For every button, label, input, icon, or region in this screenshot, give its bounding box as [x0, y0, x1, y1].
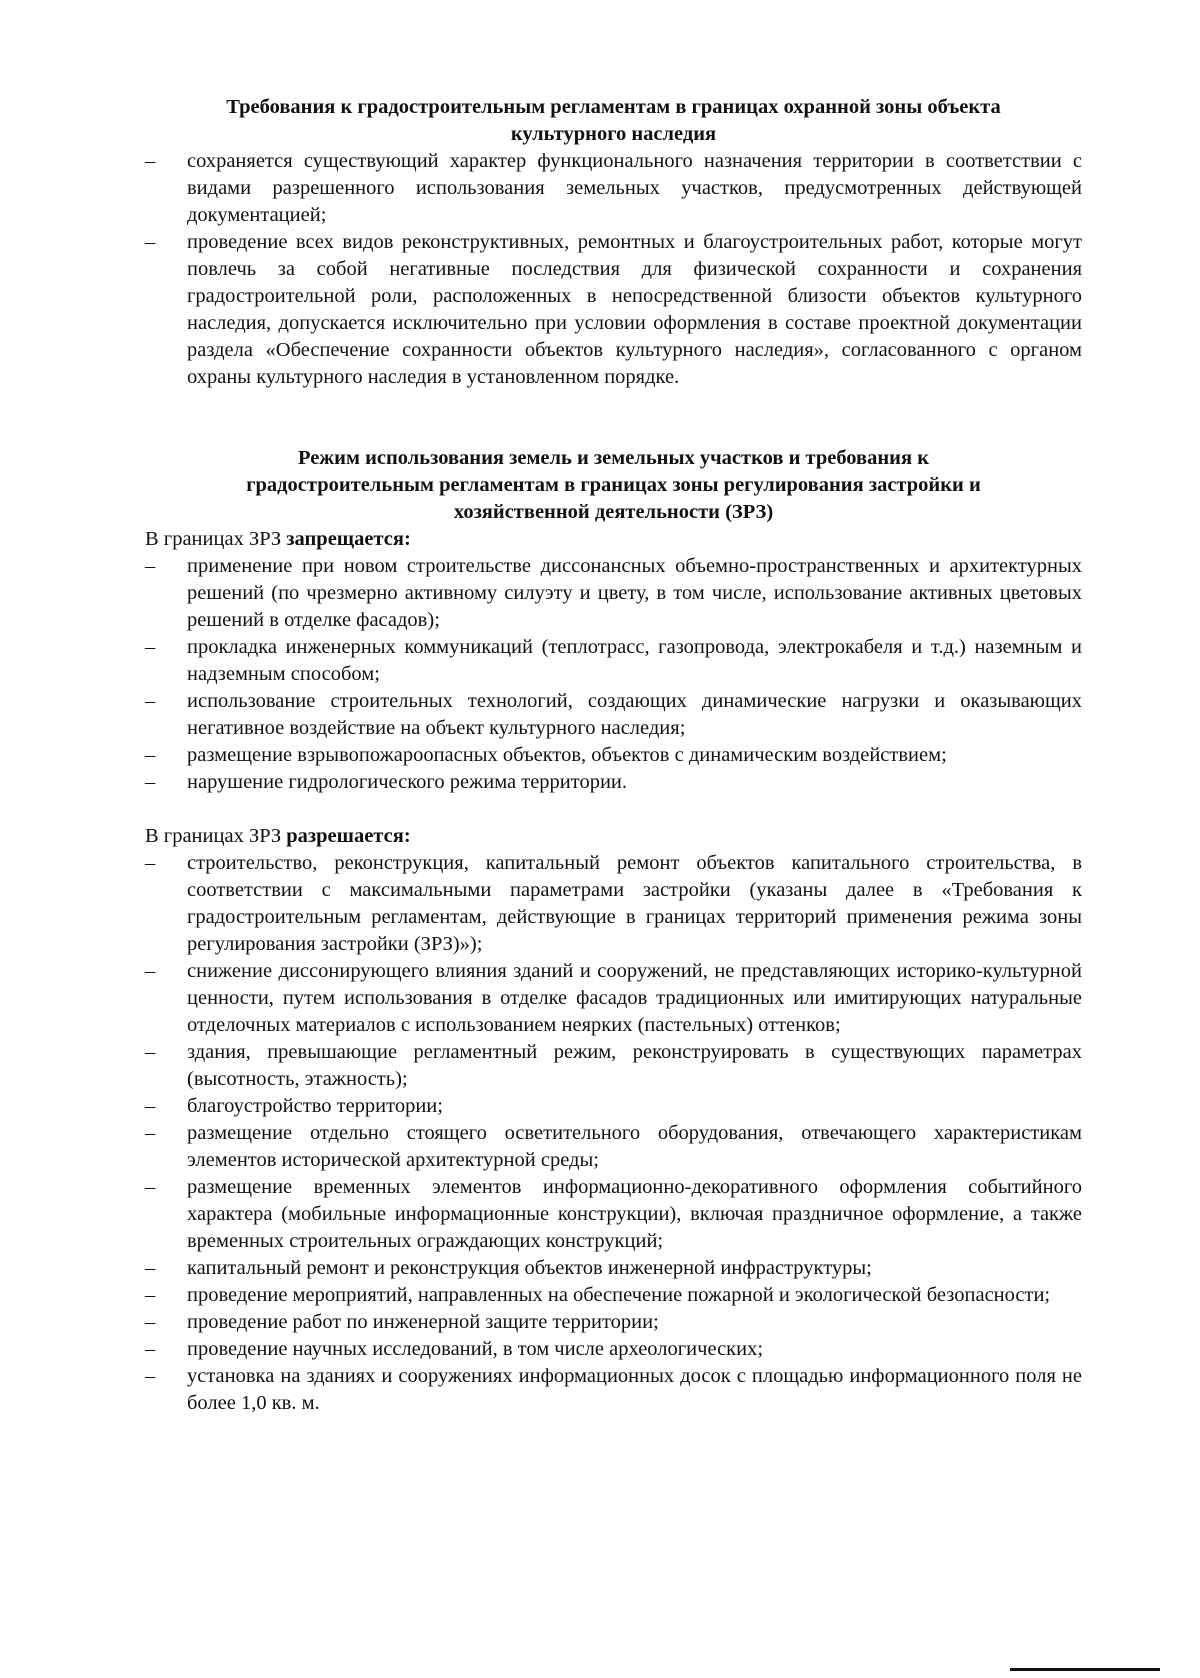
- list-item: – проведение научных исследований, в том числе археологических;: [145, 1336, 1082, 1363]
- intro-text: В границах ЗРЗ: [145, 528, 287, 550]
- spacer: [145, 391, 1082, 445]
- list-item: – строительство, реконструкция, капитальный ремонт объектов капитального строительства, в соответствии с максимальными параметрами застройки (указаны далее в «Требования к градостроительным регламентам, действующие в границах территорий применения режима зоны регулирования застройки (ЗРЗ)»);: [145, 850, 1082, 958]
- prohibited-list: [145, 553, 1082, 796]
- list-item: – снижение диссонирующего влияния зданий и сооружений, не представляющих историко-культурной ценности, путем использования в отделке фасадов традиционных или имитирующих натуральные отделочных материалов с использованием неярких (пастельных) оттенков;: [145, 958, 1082, 1039]
- list-item: – проведение мероприятий, направленных на обеспечение пожарной и экологической безопасности;: [145, 1282, 1082, 1309]
- intro-keyword: разрешается:: [286, 825, 411, 847]
- heading-line: хозяйственной деятельности (ЗРЗ): [453, 501, 774, 523]
- list-item: – размещение временных элементов информационно-декоративного оформления событийного характера (мобильные информационные конструкции), включая праздничное оформление, а также временных строительных ограждающих конструкций;: [145, 1174, 1082, 1255]
- list-item: – нарушение гидрологического режима территории.: [145, 769, 1082, 796]
- list-item: – установка на зданиях и сооружениях информационных досок с площадью информационного поля не более 1,0 кв. м.: [145, 1363, 1082, 1417]
- list-item: – прокладка инженерных коммуникаций (теплотрасс, газопровода, электрокабеля и т.д.) наземным и надземным способом;: [145, 634, 1082, 688]
- spacer: [145, 796, 1082, 823]
- list-item: – проведение всех видов реконструктивных, ремонтных и благоустроительных работ, которые могут повлечь за собой негативные последствия для физической сохранности и сохранения градостроительной роли, расположенных в непосредственной близости объектов культурного наследия, допускается исключительно при условии оформления в составе проектной документации раздела «Обеспечение сохранности объектов культурного наследия», согласованного с органом охраны культурного наследия в установленном порядке.: [145, 229, 1082, 391]
- list-item: – сохраняется существующий характер функционального назначения территории в соответствии с видами разрешенного использования земельных участков, предусмотренных действующей документацией;: [145, 148, 1082, 229]
- heading-line: Режим использования земель и земельных участков и требования к: [297, 447, 930, 469]
- list-item: – размещение отдельно стоящего осветительного оборудования, отвечающего характеристикам элементов исторической архитектурной среды;: [145, 1120, 1082, 1174]
- document-content: [145, 94, 1082, 1417]
- list-item: – благоустройство территории;: [145, 1093, 1082, 1120]
- list-item: – капитальный ремонт и реконструкция объектов инженерной инфраструктуры;: [145, 1255, 1082, 1282]
- section-heading-zrz: [145, 445, 1082, 526]
- heading-line: градостроительным регламентам в границах зоны регулирования застройки и: [246, 474, 981, 496]
- footer-rule: [1010, 1668, 1160, 1671]
- section-heading-protection-zone: [145, 94, 1082, 148]
- permitted-intro: [145, 823, 1082, 850]
- permitted-list: [145, 850, 1082, 1417]
- protection-zone-list: [145, 148, 1082, 391]
- intro-keyword: запрещается:: [286, 528, 411, 550]
- prohibited-intro: [145, 526, 1082, 553]
- list-item: – использование строительных технологий, создающих динамические нагрузки и оказывающих негативное воздействие на объект культурного наследия;: [145, 688, 1082, 742]
- list-item: – проведение работ по инженерной защите территории;: [145, 1309, 1082, 1336]
- heading-line: культурного наследия: [510, 123, 717, 145]
- heading-line: Требования к градостроительным регламентам в границах охранной зоны объекта: [226, 96, 1001, 118]
- intro-text: В границах ЗРЗ: [145, 825, 287, 847]
- list-item: – размещение взрывопожароопасных объектов, объектов с динамическим воздействием;: [145, 742, 1082, 769]
- list-item: – применение при новом строительстве диссонансных объемно-пространственных и архитектурных решений (по чрезмерно активному силуэту и цвету, в том числе, использование активных цветовых решений в отделке фасадов);: [145, 553, 1082, 634]
- list-item: – здания, превышающие регламентный режим, реконструировать в существующих параметрах (высотность, этажность);: [145, 1039, 1082, 1093]
